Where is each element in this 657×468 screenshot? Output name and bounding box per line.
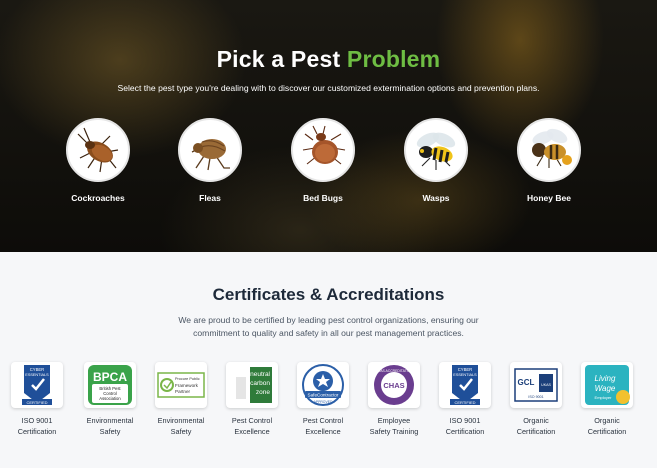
badge-label: [433, 415, 497, 437]
badge-label: [362, 415, 426, 437]
badge-label: [291, 415, 355, 437]
badge-label: [5, 415, 69, 437]
svg-text:carbon: carbon: [250, 380, 270, 387]
badge-label: [78, 415, 142, 437]
cyber-essentials-logo[interactable]: [439, 362, 491, 408]
pest-label[interactable]: Wasps: [422, 193, 450, 203]
neutral-carbon-zone-logo[interactable]: [226, 362, 278, 408]
svg-text:British Pest: British Pest: [99, 386, 121, 391]
badge-label-line1: Environmental: [86, 416, 134, 425]
svg-text:Partner: Partner: [175, 389, 191, 394]
honey-bee-icon[interactable]: [517, 118, 581, 182]
certificates-title: Certificates & Accreditations: [212, 285, 445, 304]
svg-text:Association: Association: [99, 396, 121, 401]
badge-label: [220, 415, 284, 437]
wasp-icon[interactable]: [404, 118, 468, 182]
svg-text:Control: Control: [103, 391, 117, 396]
badge-label-line2: Excellence: [234, 427, 270, 436]
certificate-badge[interactable]: [362, 362, 426, 437]
svg-text:CHAS: CHAS: [383, 381, 405, 390]
safecontractor-logo[interactable]: [297, 362, 349, 408]
hero-title-main: Pick a Pest: [216, 46, 341, 72]
pest-card-fleas[interactable]: [170, 118, 250, 203]
badge-label-line2: Safety: [170, 427, 192, 436]
gcl-ukas-logo[interactable]: [510, 362, 562, 408]
badge-label-line1: Pest Control: [302, 416, 344, 425]
badge-label-line1: Organic: [523, 416, 549, 425]
pest-label[interactable]: Honey Bee: [527, 193, 571, 203]
badge-label-line2: Certification: [587, 427, 627, 436]
svg-text:Framework: Framework: [175, 383, 198, 388]
certificate-badge[interactable]: [149, 362, 213, 437]
certificates-description: We are proud to be certified by leading pest control organizations, ensuring our commitment to quality and safety in all our pest management practices.: [178, 315, 479, 338]
svg-text:Living: Living: [594, 374, 616, 383]
badge-label-line1: Pest Control: [231, 416, 273, 425]
hero-title: [0, 46, 657, 73]
svg-text:GCL: GCL: [517, 378, 535, 387]
pest-card-wasps[interactable]: [396, 118, 476, 203]
svg-text:CERTIFIED: CERTIFIED: [454, 400, 476, 405]
svg-text:Procure Public: Procure Public: [175, 377, 200, 381]
badge-label-line1: Employee: [377, 416, 411, 425]
certificate-badge[interactable]: [78, 362, 142, 437]
pest-card-honey-bee[interactable]: [509, 118, 589, 203]
badge-label-line2: Safety: [99, 427, 121, 436]
certificate-badge[interactable]: [433, 362, 497, 437]
svg-text:ISO 9001: ISO 9001: [528, 395, 544, 399]
svg-text:CERTIFIED: CERTIFIED: [26, 400, 48, 405]
badge-label: [504, 415, 568, 437]
certificate-badge[interactable]: [5, 362, 69, 437]
svg-text:zone: zone: [255, 389, 270, 396]
flea-icon[interactable]: [178, 118, 242, 182]
certificate-badge[interactable]: [575, 362, 639, 437]
svg-text:SafeContractor: SafeContractor: [307, 392, 339, 398]
badge-label-line2: Certification: [445, 427, 485, 436]
svg-text:Employer: Employer: [594, 395, 612, 400]
badge-label-line2: Certification: [516, 427, 556, 436]
certificate-badge[interactable]: [220, 362, 284, 437]
badge-label-line2: Excellence: [305, 427, 341, 436]
pest-card-cockroaches[interactable]: [58, 118, 138, 203]
pest-label[interactable]: Cockroaches: [71, 193, 125, 203]
svg-text:UKAS: UKAS: [541, 383, 551, 387]
svg-text:ESSENTIALS: ESSENTIALS: [25, 373, 49, 377]
badge-label-line1: ISO 9001: [449, 416, 481, 425]
badge-label-line2: Certification: [17, 427, 57, 436]
chas-logo[interactable]: [368, 362, 420, 408]
hero-title-accent: Problem: [346, 46, 441, 72]
badge-label: [149, 415, 213, 437]
badge-label-line1: ISO 9001: [21, 416, 53, 425]
hero-subtitle: Select the pest type you're dealing with to discover our customized extermination options and prevention plans.: [117, 83, 540, 93]
cockroach-icon[interactable]: [66, 118, 130, 182]
svg-text:neutral: neutral: [250, 371, 270, 378]
svg-text:CYBER: CYBER: [457, 367, 473, 372]
cyber-essentials-logo[interactable]: [11, 362, 63, 408]
svg-text:ESSENTIALS: ESSENTIALS: [453, 373, 477, 377]
pest-label[interactable]: Bed Bugs: [303, 193, 343, 203]
living-wage-logo[interactable]: [581, 362, 633, 408]
svg-text:CHAS ACCREDITATION: CHAS ACCREDITATION: [375, 369, 413, 373]
pest-card-bed-bugs[interactable]: [283, 118, 363, 203]
svg-text:Wage: Wage: [594, 384, 616, 393]
badge-label: [575, 415, 639, 437]
svg-text:CYBER: CYBER: [29, 367, 45, 372]
procure-public-logo[interactable]: [155, 362, 207, 408]
pest-label[interactable]: Fleas: [199, 193, 221, 203]
bpca-logo[interactable]: [84, 362, 136, 408]
svg-text:APPROVED: APPROVED: [313, 400, 333, 404]
badge-label-line1: Organic: [594, 416, 620, 425]
certificate-badge[interactable]: [504, 362, 568, 437]
svg-text:BPCA: BPCA: [92, 370, 128, 384]
certificate-badge[interactable]: [291, 362, 355, 437]
badge-label-line2: Safety Training: [369, 427, 419, 436]
bed-bug-icon[interactable]: [291, 118, 355, 182]
badge-label-line1: Environmental: [157, 416, 205, 425]
